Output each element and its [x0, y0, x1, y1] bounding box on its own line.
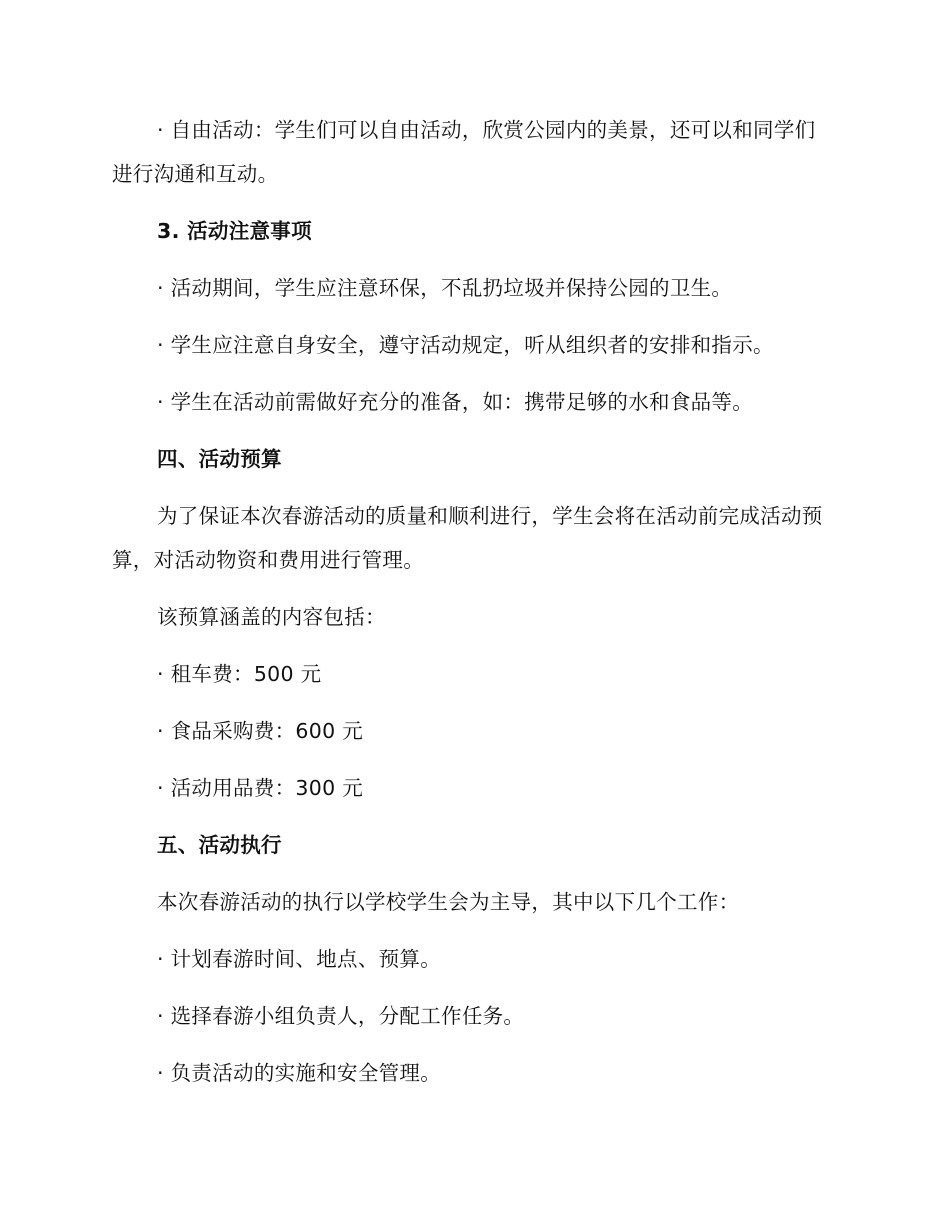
- bullet-assign: · 选择春游小组负责人，分配工作任务。: [157, 1004, 525, 1028]
- budget-item-supplies: · 活动用品费：300 元: [157, 776, 364, 800]
- budget-item-car-rental: · 租车费：500 元: [157, 662, 322, 686]
- section-heading-execution: 五、活动执行: [157, 833, 282, 857]
- execution-intro: 本次春游活动的执行以学校学生会为主导，其中以下几个工作：: [157, 890, 740, 914]
- bullet-free-activity: · 自由活动：学生们可以自由活动，欣赏公园内的美景，还可以和同学们进行沟通和互动。: [112, 118, 816, 186]
- section-heading-precautions: 3. 活动注意事项: [157, 219, 312, 243]
- bullet-environment: · 活动期间，学生应注意环保，不乱扔垃圾并保持公园的卫生。: [157, 276, 733, 300]
- bullet-preparation: · 学生在活动前需做好充分的准备，如：携带足够的水和食品等。: [157, 390, 754, 414]
- budget-item-food: · 食品采购费：600 元: [157, 719, 364, 743]
- bullet-safety: · 学生应注意自身安全，遵守活动规定，听从组织者的安排和指示。: [157, 333, 774, 357]
- budget-intro-paragraph: 为了保证本次春游活动的质量和顺利进行，学生会将在活动前完成活动预算，对活动物资和费用进行管理。: [112, 504, 823, 572]
- bullet-manage: · 负责活动的实施和安全管理。: [157, 1061, 442, 1085]
- budget-contents-intro: 该预算涵盖的内容包括：: [157, 605, 386, 629]
- bullet-plan: · 计划春游时间、地点、预算。: [157, 947, 442, 971]
- document-body: [112, 108, 832, 1108]
- section-heading-budget: 四、活动预算: [157, 447, 282, 471]
